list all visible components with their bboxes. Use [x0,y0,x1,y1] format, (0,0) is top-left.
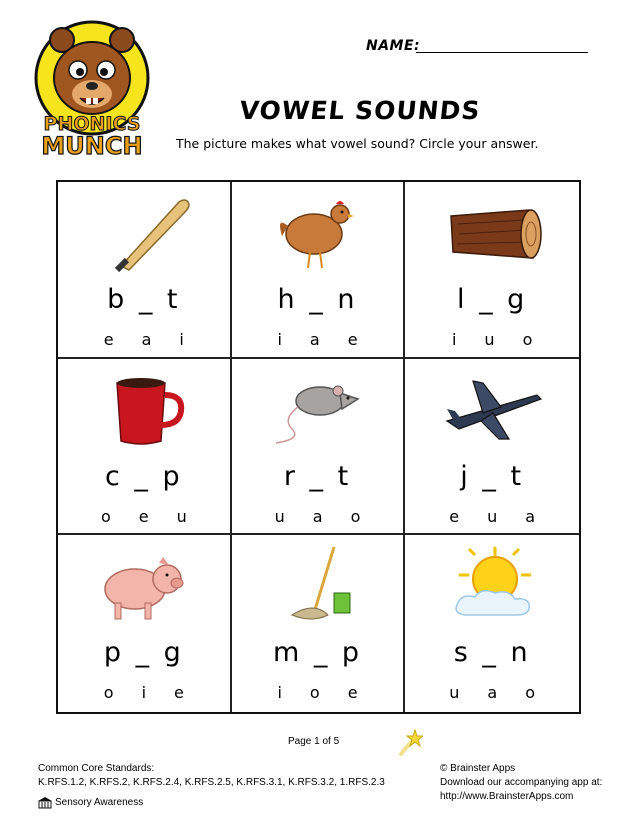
worksheet-grid [56,180,581,714]
option[interactable]: a [312,506,323,526]
card-log [405,182,579,359]
card-jet [405,359,579,536]
sensory-label: Sensory Awareness [55,797,144,808]
word: c _ p [105,460,183,492]
word: l _ g [457,284,528,315]
phonics-munch-logo [28,20,156,160]
option[interactable]: e [347,330,358,349]
website-link[interactable]: http://www.BrainsterApps.com [440,791,574,802]
options [405,683,579,702]
standards-footer [38,762,385,810]
hen-icon [262,190,372,274]
word: r _ t [283,460,352,492]
word: s _ n [453,637,531,669]
svg-text:MUNCH: MUNCH [41,132,143,160]
option[interactable]: u [274,506,285,526]
card-hen [232,182,406,359]
option[interactable]: o [103,683,114,703]
option[interactable]: a [487,683,498,703]
option[interactable]: a [525,506,536,526]
option[interactable]: o [100,506,111,526]
word: p _ g [103,637,184,669]
standards-label: Common Core Standards: [38,763,155,774]
options [58,330,230,349]
building-icon [38,797,52,809]
download-text: Download our accompanying app at: [440,777,603,788]
option[interactable]: i [451,330,457,349]
name-label: NAME: [366,38,421,54]
option[interactable]: e [174,683,184,703]
option[interactable]: u [487,506,498,526]
instructions: The picture makes what vowel sound? Circle your answer. [176,136,539,151]
option[interactable]: i [179,330,184,349]
options [405,330,579,349]
option[interactable]: o [525,683,536,703]
option[interactable]: u [449,683,460,703]
baseball-bat-icon [89,190,199,274]
option[interactable]: u [176,506,187,526]
card-cup [58,359,232,536]
option[interactable]: e [103,330,114,349]
option[interactable]: i [141,683,147,703]
option[interactable]: i [277,683,282,703]
card-bat [58,182,232,359]
option[interactable]: i [277,330,282,349]
copyright: © Brainster Apps [440,763,516,774]
page-title: VOWEL SOUNDS [238,96,482,125]
word: m _ p [272,637,363,669]
option[interactable]: o [309,683,320,703]
cup-icon [89,367,199,451]
options [58,683,230,702]
word: h _ n [277,284,358,315]
option[interactable]: o [350,506,361,526]
option[interactable]: a [309,330,320,349]
card-mop [232,535,406,712]
options [58,507,230,526]
jet-icon [437,367,547,451]
standards-list: K.RFS.1.2, K.RFS.2, K.RFS.2.4, K.RFS.2.5, K.RFS.3.1, K.RFS.3.2, 1.RFS.2.3 [38,777,385,788]
options [232,507,404,526]
word: j _ t [460,460,525,492]
mop-icon [262,543,372,627]
publisher-footer [440,762,602,804]
option[interactable]: e [347,683,358,703]
rat-icon [262,367,372,451]
svg-text:PHONICS: PHONICS [43,113,141,135]
option[interactable]: e [138,506,149,526]
name-field[interactable] [416,52,588,53]
options [405,507,579,526]
options [232,683,404,702]
word: b _ t [107,284,181,315]
option[interactable]: o [522,330,533,349]
pig-icon [89,543,199,627]
shooting-star-icon [397,726,423,756]
option[interactable]: a [141,330,152,349]
page-number: Page 1 of 5 [288,736,340,747]
option[interactable]: e [449,506,460,526]
sun-icon [437,543,547,627]
card-pig [58,535,232,712]
card-sun [405,535,579,712]
log-icon [427,190,557,274]
card-rat [232,359,406,536]
option[interactable]: u [484,330,495,349]
options [232,330,404,349]
sensory-row [38,796,385,810]
